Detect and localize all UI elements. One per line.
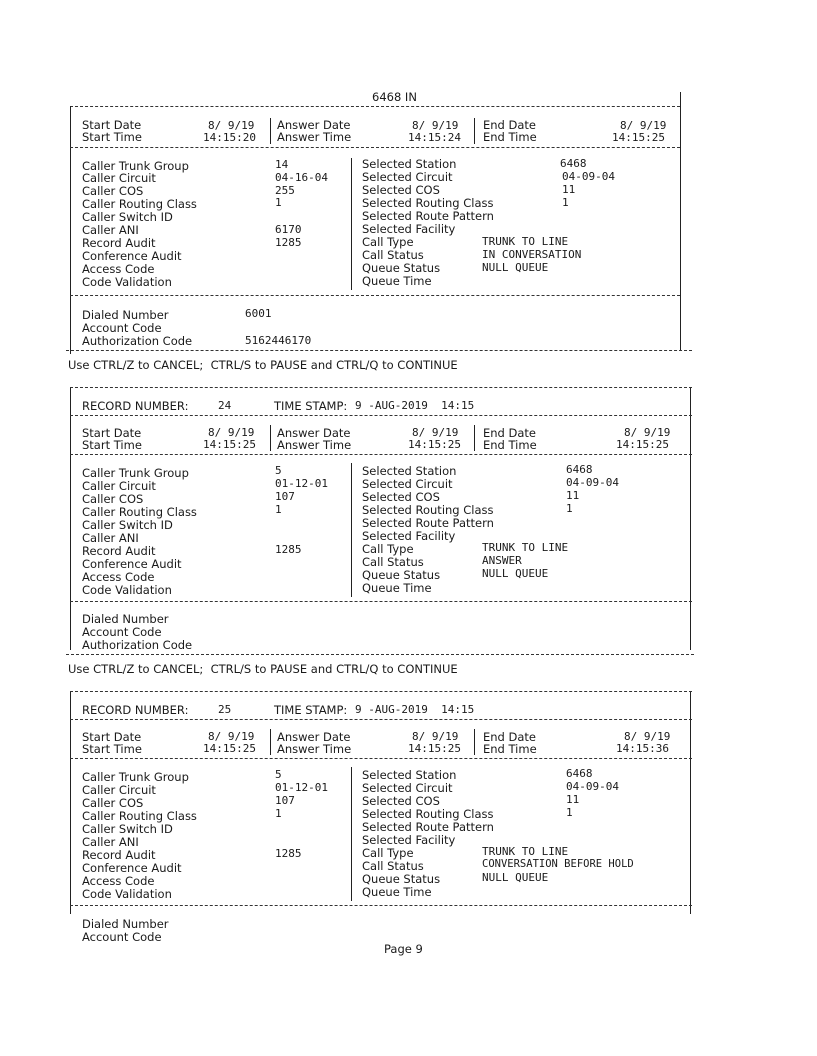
queue-status-value: NULL QUEUE xyxy=(482,261,549,274)
account-code-label: Account Code xyxy=(82,930,162,944)
divider xyxy=(70,758,692,759)
queue-time-label: Queue Time xyxy=(362,581,432,595)
caller-switch-id-label: Caller Switch ID xyxy=(82,210,173,224)
code-validation-label: Code Validation xyxy=(82,275,172,289)
left-border xyxy=(70,388,71,650)
queue-status-label: Queue Status xyxy=(362,872,441,886)
selected-routing-class-label: Selected Routing Class xyxy=(362,503,494,517)
answer-time-value: 14:15:25 xyxy=(408,742,461,755)
end-date-value: 8/ 9/19 xyxy=(624,426,671,439)
caller-circuit-value: 01-12-01 xyxy=(275,781,328,794)
cancel-instruction: Use CTRL/Z to CANCEL; CTRL/S to PAUSE and CTRL/Q to CONTINUE xyxy=(68,662,458,676)
authorization-code-label: Authorization Code xyxy=(82,638,193,652)
caller-ani-label: Caller ANI xyxy=(82,531,139,545)
call-status-label: Call Status xyxy=(362,248,424,262)
call-status-label: Call Status xyxy=(362,859,424,873)
code-validation-label: Code Validation xyxy=(82,583,172,597)
answer-date-label: Answer Date xyxy=(277,426,351,440)
answer-time-label: Answer Time xyxy=(277,438,352,452)
caller-trunk-group-label: Caller Trunk Group xyxy=(82,159,189,173)
start-date-value: 8/ 9/19 xyxy=(208,119,255,132)
call-type-value: TRUNK TO LINE xyxy=(482,235,569,248)
selected-cos-label: Selected COS xyxy=(362,490,440,504)
selected-routing-class-value: 1 xyxy=(566,806,573,819)
answer-time-label: Answer Time xyxy=(277,130,352,144)
end-date-label: End Date xyxy=(483,426,536,440)
end-time-label: End Time xyxy=(483,742,537,756)
caller-routing-class-value: 1 xyxy=(275,196,282,209)
dialed-number-label: Dialed Number xyxy=(82,308,169,322)
selected-cos-value: 11 xyxy=(566,489,580,502)
divider xyxy=(70,295,680,296)
caller-cos-value: 107 xyxy=(275,490,295,503)
right-border xyxy=(690,692,691,914)
conference-audit-label: Conference Audit xyxy=(82,861,182,875)
record-number-label: RECORD NUMBER: xyxy=(82,399,189,413)
caller-cos-value: 255 xyxy=(275,184,295,197)
selected-station-label: Selected Station xyxy=(362,464,457,478)
call-type-value: TRUNK TO LINE xyxy=(482,845,569,858)
selected-facility-label: Selected Facility xyxy=(362,529,456,543)
end-date-value: 8/ 9/19 xyxy=(624,730,671,743)
selected-cos-value: 11 xyxy=(562,183,576,196)
caller-routing-class-label: Caller Routing Class xyxy=(82,809,197,823)
queue-status-label: Queue Status xyxy=(362,261,441,275)
time-stamp-value: 9 -AUG-2019 14:15 xyxy=(355,703,475,716)
access-code-label: Access Code xyxy=(82,874,155,888)
caller-ani-label: Caller ANI xyxy=(82,835,139,849)
caller-trunk-group-value: 14 xyxy=(275,158,289,171)
access-code-label: Access Code xyxy=(82,570,155,584)
caller-ani-value: 6170 xyxy=(275,223,302,236)
start-date-value: 8/ 9/19 xyxy=(208,426,255,439)
selected-cos-value: 11 xyxy=(566,793,580,806)
call-type-label: Call Type xyxy=(362,542,414,556)
start-time-label: Start Time xyxy=(82,742,142,756)
end-time-label: End Time xyxy=(483,438,537,452)
end-date-label: End Date xyxy=(483,118,536,132)
answer-date-label: Answer Date xyxy=(277,118,351,132)
caller-cos-label: Caller COS xyxy=(82,796,144,810)
end-date-value: 8/ 9/19 xyxy=(620,119,667,132)
selected-routing-class-value: 1 xyxy=(562,196,569,209)
start-time-value: 14:15:25 xyxy=(203,438,256,451)
start-time-value: 14:15:25 xyxy=(203,742,256,755)
authorization-code-value: 5162446170 xyxy=(245,334,312,347)
answer-date-value: 8/ 9/19 xyxy=(412,426,459,439)
time-stamp-label: TIME STAMP: xyxy=(274,703,348,717)
record-audit-value: 1285 xyxy=(275,543,302,556)
queue-time-label: Queue Time xyxy=(362,885,432,899)
selected-cos-label: Selected COS xyxy=(362,794,440,808)
selected-circuit-label: Selected Circuit xyxy=(362,781,453,795)
call-type-value: TRUNK TO LINE xyxy=(482,541,569,554)
caller-trunk-group-label: Caller Trunk Group xyxy=(82,770,189,784)
caller-trunk-group-value: 5 xyxy=(275,464,282,477)
dialed-number-label: Dialed Number xyxy=(82,612,169,626)
start-date-label: Start Date xyxy=(82,118,142,132)
queue-status-value: NULL QUEUE xyxy=(482,567,549,580)
divider xyxy=(70,454,692,455)
divider xyxy=(70,106,680,107)
divider xyxy=(66,654,694,655)
selected-cos-label: Selected COS xyxy=(362,183,440,197)
answer-date-value: 8/ 9/19 xyxy=(412,119,459,132)
caller-routing-class-label: Caller Routing Class xyxy=(82,505,197,519)
conference-audit-label: Conference Audit xyxy=(82,249,182,263)
record-audit-label: Record Audit xyxy=(82,236,156,250)
selected-route-pattern-label: Selected Route Pattern xyxy=(362,209,494,223)
dialed-number-value: 6001 xyxy=(245,307,272,320)
divider xyxy=(70,601,692,602)
answer-time-label: Answer Time xyxy=(277,742,352,756)
caller-switch-id-label: Caller Switch ID xyxy=(82,518,173,532)
record-number-value: 25 xyxy=(218,703,232,716)
caller-trunk-group-label: Caller Trunk Group xyxy=(82,466,189,480)
selected-routing-class-label: Selected Routing Class xyxy=(362,807,494,821)
caller-ani-label: Caller ANI xyxy=(82,223,139,237)
caller-cos-label: Caller COS xyxy=(82,184,144,198)
caller-circuit-label: Caller Circuit xyxy=(82,479,156,493)
call-type-label: Call Type xyxy=(362,846,414,860)
caller-cos-label: Caller COS xyxy=(82,492,144,506)
call-status-label: Call Status xyxy=(362,555,424,569)
record-number-label: RECORD NUMBER: xyxy=(82,703,189,717)
selected-station-label: Selected Station xyxy=(362,157,457,171)
end-time-label: End Time xyxy=(483,130,537,144)
record-audit-value: 1285 xyxy=(275,847,302,860)
divider xyxy=(66,350,692,351)
answer-date-label: Answer Date xyxy=(277,730,351,744)
page-number: Page 9 xyxy=(384,942,423,956)
queue-status-value: NULL QUEUE xyxy=(482,871,549,884)
caller-routing-class-value: 1 xyxy=(275,503,282,516)
account-code-label: Account Code xyxy=(82,625,162,639)
divider xyxy=(70,691,692,692)
time-stamp-label: TIME STAMP: xyxy=(274,399,348,413)
access-code-label: Access Code xyxy=(82,262,155,276)
end-time-value: 14:15:36 xyxy=(616,742,669,755)
conference-audit-label: Conference Audit xyxy=(82,557,182,571)
call-status-value: IN CONVERSATION xyxy=(482,248,582,261)
caller-routing-class-label: Caller Routing Class xyxy=(82,197,197,211)
right-border xyxy=(690,388,691,650)
caller-circuit-label: Caller Circuit xyxy=(82,783,156,797)
end-time-value: 14:15:25 xyxy=(616,438,669,451)
cancel-instruction: Use CTRL/Z to CANCEL; CTRL/S to PAUSE and CTRL/Q to CONTINUE xyxy=(68,358,458,372)
selected-circuit-value: 04-09-04 xyxy=(562,170,615,183)
selected-station-value: 6468 xyxy=(566,463,593,476)
queue-time-label: Queue Time xyxy=(362,274,432,288)
account-code-label: Account Code xyxy=(82,321,162,335)
record-audit-label: Record Audit xyxy=(82,544,156,558)
authorization-code-label: Authorization Code xyxy=(82,334,193,348)
caller-trunk-group-value: 5 xyxy=(275,768,282,781)
selected-circuit-label: Selected Circuit xyxy=(362,477,453,491)
selected-circuit-value: 04-09-04 xyxy=(566,476,619,489)
code-validation-label: Code Validation xyxy=(82,887,172,901)
answer-date-value: 8/ 9/19 xyxy=(412,730,459,743)
call-status-value: ANSWER xyxy=(482,554,522,567)
record-audit-value: 1285 xyxy=(275,236,302,249)
selected-station-value: 6468 xyxy=(560,157,587,170)
dialed-number-label: Dialed Number xyxy=(82,917,169,931)
selected-routing-class-value: 1 xyxy=(566,502,573,515)
start-time-value: 14:15:20 xyxy=(203,131,256,144)
left-border xyxy=(70,106,71,354)
divider xyxy=(70,147,680,148)
answer-time-value: 14:15:24 xyxy=(408,131,461,144)
selected-circuit-value: 04-09-04 xyxy=(566,780,619,793)
start-time-label: Start Time xyxy=(82,130,142,144)
call-type-label: Call Type xyxy=(362,235,414,249)
end-time-value: 14:15:25 xyxy=(612,131,665,144)
divider xyxy=(70,415,692,416)
selected-routing-class-label: Selected Routing Class xyxy=(362,196,494,210)
right-border xyxy=(680,92,681,350)
caller-circuit-value: 04-16-04 xyxy=(275,171,328,184)
time-stamp-value: 9 -AUG-2019 14:15 xyxy=(355,399,475,412)
caller-cos-value: 107 xyxy=(275,794,295,807)
record-audit-label: Record Audit xyxy=(82,848,156,862)
start-date-label: Start Date xyxy=(82,426,142,440)
selected-station-value: 6468 xyxy=(566,767,593,780)
call-status-value: CONVERSATION BEFORE HOLD xyxy=(482,858,634,870)
caller-circuit-value: 01-12-01 xyxy=(275,477,328,490)
start-time-label: Start Time xyxy=(82,438,142,452)
caller-circuit-label: Caller Circuit xyxy=(82,171,156,185)
queue-status-label: Queue Status xyxy=(362,568,441,582)
caller-switch-id-label: Caller Switch ID xyxy=(82,822,173,836)
answer-time-value: 14:15:25 xyxy=(408,438,461,451)
selected-route-pattern-label: Selected Route Pattern xyxy=(362,820,494,834)
start-date-value: 8/ 9/19 xyxy=(208,730,255,743)
end-date-label: End Date xyxy=(483,730,536,744)
report-header-title: 6468 IN xyxy=(372,90,417,104)
left-border xyxy=(70,692,71,914)
selected-circuit-label: Selected Circuit xyxy=(362,170,453,184)
selected-station-label: Selected Station xyxy=(362,768,457,782)
divider xyxy=(70,905,692,906)
selected-facility-label: Selected Facility xyxy=(362,222,456,236)
start-date-label: Start Date xyxy=(82,730,142,744)
divider xyxy=(70,719,692,720)
divider xyxy=(70,387,692,388)
selected-route-pattern-label: Selected Route Pattern xyxy=(362,516,494,530)
selected-facility-label: Selected Facility xyxy=(362,833,456,847)
record-number-value: 24 xyxy=(218,399,232,412)
caller-routing-class-value: 1 xyxy=(275,807,282,820)
